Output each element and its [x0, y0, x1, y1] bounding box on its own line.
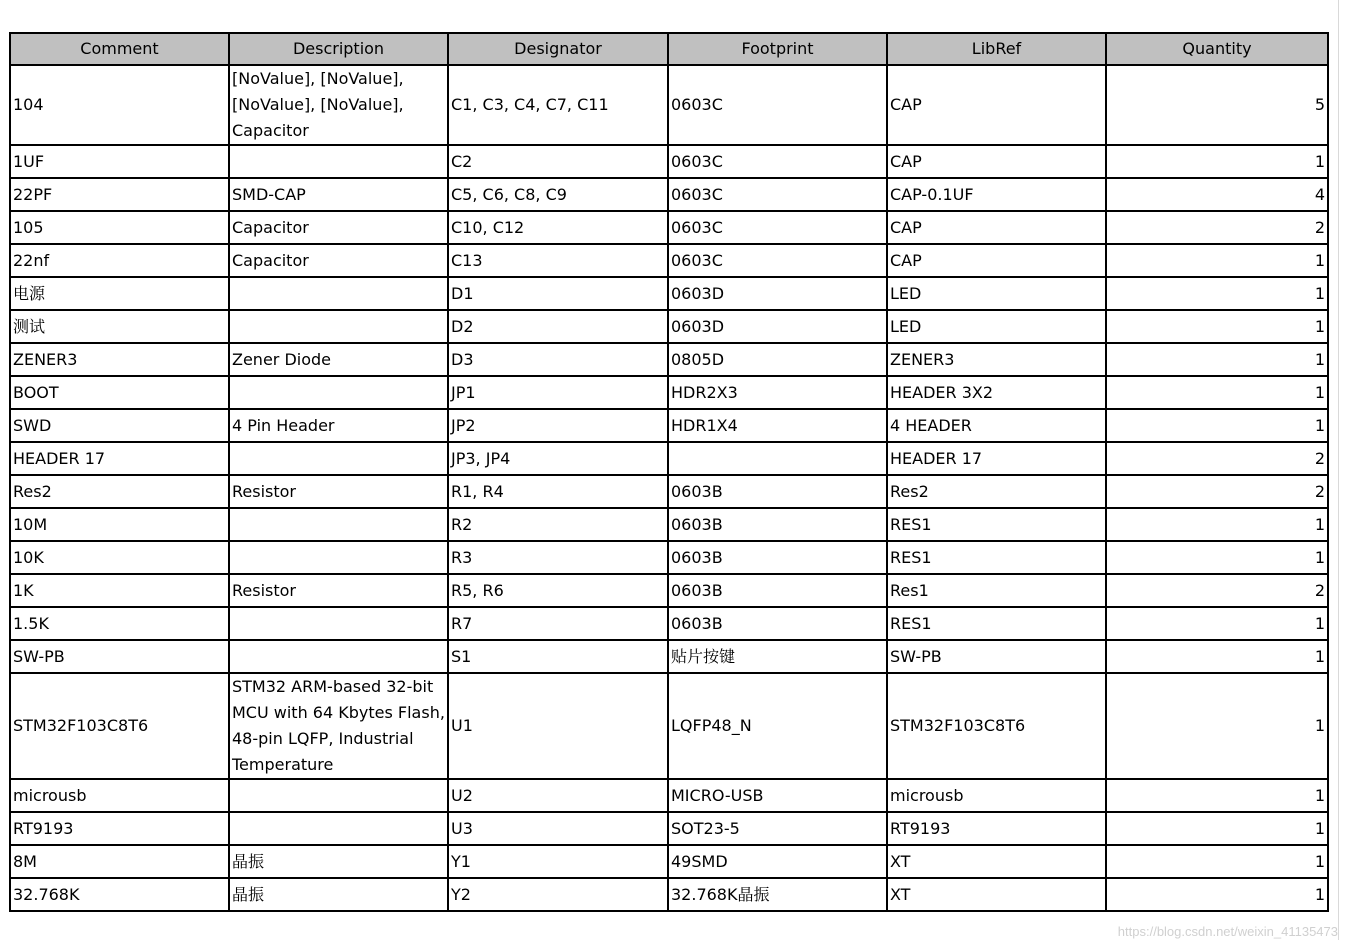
- cell-description: SMD-CAP: [229, 178, 448, 211]
- cell-designator: R7: [448, 607, 668, 640]
- cell-description: [229, 376, 448, 409]
- cell-footprint: 0805D: [668, 343, 887, 376]
- cell-description: [229, 607, 448, 640]
- column-header-quantity: Quantity: [1106, 33, 1328, 65]
- table-row: [10, 845, 1328, 878]
- cell-libref: XT: [887, 845, 1106, 878]
- cell-libref: Res2: [887, 475, 1106, 508]
- cell-footprint: LQFP48_N: [668, 673, 887, 779]
- cell-description: [229, 442, 448, 475]
- cell-description: Resistor: [229, 574, 448, 607]
- cell-designator: U1: [448, 673, 668, 779]
- cell-quantity: 2: [1106, 574, 1328, 607]
- cell-description: Resistor: [229, 475, 448, 508]
- cell-description: [229, 310, 448, 343]
- column-header-footprint: Footprint: [668, 33, 887, 65]
- cell-description: 晶振: [229, 878, 448, 911]
- cell-footprint: 0603C: [668, 65, 887, 145]
- cell-footprint: MICRO-USB: [668, 779, 887, 812]
- cell-comment: 电源: [10, 277, 229, 310]
- cell-footprint: HDR1X4: [668, 409, 887, 442]
- bom-table: [9, 32, 1329, 912]
- cell-designator: C5, C6, C8, C9: [448, 178, 668, 211]
- cell-description: [229, 812, 448, 845]
- cell-designator: D3: [448, 343, 668, 376]
- cell-libref: LED: [887, 277, 1106, 310]
- cell-footprint: 0603C: [668, 211, 887, 244]
- cell-footprint: SOT23-5: [668, 812, 887, 845]
- cell-comment: microusb: [10, 779, 229, 812]
- cell-designator: R5, R6: [448, 574, 668, 607]
- table-row: [10, 277, 1328, 310]
- cell-libref: XT: [887, 878, 1106, 911]
- table-row: [10, 65, 1328, 145]
- cell-footprint: [668, 442, 887, 475]
- cell-footprint: 贴片按键: [668, 640, 887, 673]
- table-row: [10, 409, 1328, 442]
- cell-footprint: 0603B: [668, 607, 887, 640]
- cell-libref: HEADER 3X2: [887, 376, 1106, 409]
- cell-quantity: 1: [1106, 640, 1328, 673]
- cell-designator: Y1: [448, 845, 668, 878]
- table-row: [10, 211, 1328, 244]
- cell-footprint: 0603B: [668, 541, 887, 574]
- table-row: [10, 178, 1328, 211]
- cell-quantity: 1: [1106, 277, 1328, 310]
- cell-libref: CAP: [887, 244, 1106, 277]
- cell-comment: 32.768K: [10, 878, 229, 911]
- cell-libref: CAP-0.1UF: [887, 178, 1106, 211]
- cell-designator: R1, R4: [448, 475, 668, 508]
- cell-description: Capacitor: [229, 244, 448, 277]
- cell-designator: C2: [448, 145, 668, 178]
- cell-quantity: 1: [1106, 673, 1328, 779]
- table-row: [10, 640, 1328, 673]
- cell-quantity: 1: [1106, 343, 1328, 376]
- cell-quantity: 1: [1106, 310, 1328, 343]
- cell-comment: 22nf: [10, 244, 229, 277]
- cell-comment: 1K: [10, 574, 229, 607]
- cell-quantity: 2: [1106, 442, 1328, 475]
- table-row: [10, 244, 1328, 277]
- table-row: [10, 475, 1328, 508]
- cell-comment: 10K: [10, 541, 229, 574]
- cell-libref: RES1: [887, 541, 1106, 574]
- cell-comment: 1.5K: [10, 607, 229, 640]
- cell-footprint: 0603C: [668, 178, 887, 211]
- cell-description: Capacitor: [229, 211, 448, 244]
- cell-comment: RT9193: [10, 812, 229, 845]
- cell-description: [229, 508, 448, 541]
- cell-footprint: 0603B: [668, 475, 887, 508]
- cell-designator: C10, C12: [448, 211, 668, 244]
- table-row: [10, 779, 1328, 812]
- column-header-designator: Designator: [448, 33, 668, 65]
- cell-quantity: 1: [1106, 607, 1328, 640]
- cell-footprint: HDR2X3: [668, 376, 887, 409]
- cell-libref: SW-PB: [887, 640, 1106, 673]
- cell-designator: D2: [448, 310, 668, 343]
- cell-designator: U2: [448, 779, 668, 812]
- cell-libref: CAP: [887, 211, 1106, 244]
- table-row: [10, 376, 1328, 409]
- table-row: [10, 878, 1328, 911]
- cell-description: [NoValue], [NoValue], [NoValue], [NoValue], Capacitor: [229, 65, 448, 145]
- page-edge-line: [1338, 0, 1339, 940]
- table-row: [10, 607, 1328, 640]
- table-row: [10, 310, 1328, 343]
- cell-quantity: 5: [1106, 65, 1328, 145]
- cell-comment: 10M: [10, 508, 229, 541]
- cell-quantity: 1: [1106, 508, 1328, 541]
- cell-description: [229, 779, 448, 812]
- table-row: [10, 508, 1328, 541]
- cell-quantity: 1: [1106, 145, 1328, 178]
- cell-designator: U3: [448, 812, 668, 845]
- cell-description: STM32 ARM-based 32-bit MCU with 64 Kbytes Flash, 48-pin LQFP, Industrial Temperature: [229, 673, 448, 779]
- table-row: [10, 673, 1328, 779]
- cell-designator: JP3, JP4: [448, 442, 668, 475]
- cell-libref: LED: [887, 310, 1106, 343]
- cell-quantity: 2: [1106, 475, 1328, 508]
- cell-comment: Res2: [10, 475, 229, 508]
- cell-quantity: 1: [1106, 541, 1328, 574]
- cell-description: [229, 145, 448, 178]
- cell-libref: STM32F103C8T6: [887, 673, 1106, 779]
- cell-libref: RES1: [887, 508, 1106, 541]
- cell-libref: CAP: [887, 145, 1106, 178]
- cell-description: 晶振: [229, 845, 448, 878]
- cell-comment: 测试: [10, 310, 229, 343]
- cell-footprint: 0603C: [668, 244, 887, 277]
- cell-comment: BOOT: [10, 376, 229, 409]
- column-header-libref: LibRef: [887, 33, 1106, 65]
- cell-footprint: 49SMD: [668, 845, 887, 878]
- cell-footprint: 32.768K晶振: [668, 878, 887, 911]
- cell-comment: SW-PB: [10, 640, 229, 673]
- cell-comment: SWD: [10, 409, 229, 442]
- cell-comment: 8M: [10, 845, 229, 878]
- cell-libref: ZENER3: [887, 343, 1106, 376]
- cell-designator: R2: [448, 508, 668, 541]
- cell-description: Zener Diode: [229, 343, 448, 376]
- cell-quantity: 4: [1106, 178, 1328, 211]
- cell-designator: D1: [448, 277, 668, 310]
- cell-description: [229, 277, 448, 310]
- cell-quantity: 1: [1106, 845, 1328, 878]
- cell-comment: HEADER 17: [10, 442, 229, 475]
- cell-libref: Res1: [887, 574, 1106, 607]
- cell-libref: microusb: [887, 779, 1106, 812]
- table-header-row: [10, 33, 1328, 65]
- table-row: [10, 541, 1328, 574]
- cell-libref: RES1: [887, 607, 1106, 640]
- cell-libref: CAP: [887, 65, 1106, 145]
- cell-footprint: 0603B: [668, 574, 887, 607]
- cell-libref: RT9193: [887, 812, 1106, 845]
- cell-comment: 1UF: [10, 145, 229, 178]
- cell-designator: JP1: [448, 376, 668, 409]
- cell-description: [229, 640, 448, 673]
- watermark: https://blog.csdn.net/weixin_41135473: [1117, 924, 1338, 939]
- cell-footprint: 0603C: [668, 145, 887, 178]
- cell-designator: R3: [448, 541, 668, 574]
- cell-designator: C1, C3, C4, C7, C11: [448, 65, 668, 145]
- cell-quantity: 1: [1106, 878, 1328, 911]
- table-row: [10, 442, 1328, 475]
- cell-quantity: 1: [1106, 376, 1328, 409]
- cell-comment: 22PF: [10, 178, 229, 211]
- cell-quantity: 1: [1106, 409, 1328, 442]
- cell-designator: Y2: [448, 878, 668, 911]
- cell-quantity: 1: [1106, 779, 1328, 812]
- cell-quantity: 2: [1106, 211, 1328, 244]
- table-row: [10, 145, 1328, 178]
- cell-designator: JP2: [448, 409, 668, 442]
- column-header-description: Description: [229, 33, 448, 65]
- cell-comment: 105: [10, 211, 229, 244]
- cell-description: [229, 541, 448, 574]
- cell-quantity: 1: [1106, 812, 1328, 845]
- cell-comment: STM32F103C8T6: [10, 673, 229, 779]
- cell-footprint: 0603B: [668, 508, 887, 541]
- cell-comment: 104: [10, 65, 229, 145]
- cell-footprint: 0603D: [668, 277, 887, 310]
- table-row: [10, 343, 1328, 376]
- cell-libref: HEADER 17: [887, 442, 1106, 475]
- cell-designator: C13: [448, 244, 668, 277]
- column-header-comment: Comment: [10, 33, 229, 65]
- cell-footprint: 0603D: [668, 310, 887, 343]
- table-row: [10, 812, 1328, 845]
- cell-designator: S1: [448, 640, 668, 673]
- cell-libref: 4 HEADER: [887, 409, 1106, 442]
- cell-quantity: 1: [1106, 244, 1328, 277]
- cell-comment: ZENER3: [10, 343, 229, 376]
- cell-description: 4 Pin Header: [229, 409, 448, 442]
- table-row: [10, 574, 1328, 607]
